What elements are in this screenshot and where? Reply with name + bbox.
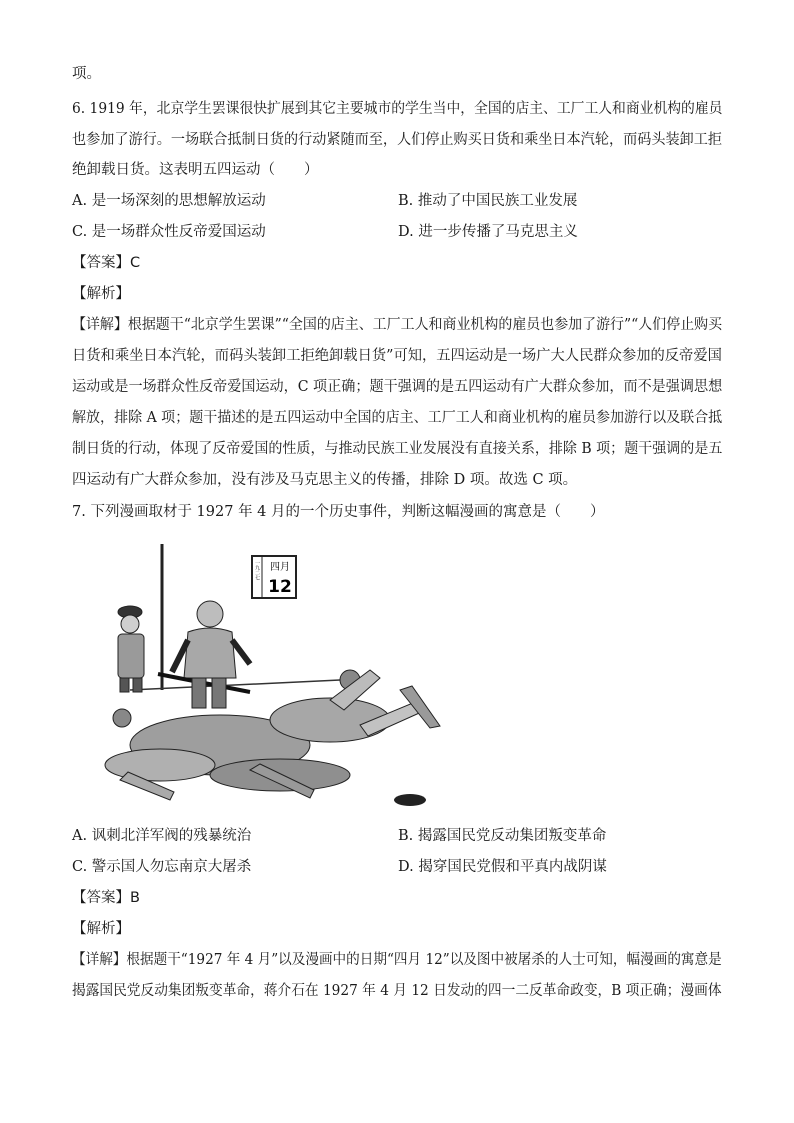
q7-cartoon <box>100 540 448 808</box>
q6-option-b: B. 推动了中国民族工业发展 <box>398 193 578 209</box>
q6-option-c: C. 是一场群众性反帝爱国运动 <box>72 224 266 240</box>
prev-tail: 项。 <box>72 66 101 82</box>
q7-answer: 【答案】B <box>72 890 140 906</box>
q7-option-d: D. 揭穿国民党假和平真内战阴谋 <box>398 859 607 875</box>
q6-detail-line-6: 四运动有广大群众参加，没有涉及马克思主义的传播，排除 D 项。故选 C 项。 <box>72 472 578 488</box>
q6-stem-line-3: 绝卸载日货。这表明五四运动（ ） <box>72 162 319 178</box>
q7-option-c: C. 警示国人勿忘南京大屠杀 <box>72 859 252 875</box>
q6-detail-line-5: 制日货的行动，体现了反帝爱国的性质，与推动民族工业发展没有直接关系，排除 B 项；题干强调的是五 <box>72 441 723 457</box>
q6-detail-line-4: 解放，排除 A 项；题干描述的是五四运动中全国的店主、工厂工人和商业机构的雇员参加游行以及联合抵 <box>72 410 723 426</box>
q6-detail-line-2: 日货和乘坐日本汽轮，而码头装卸工拒绝卸载日货”可知，五四运动是一场广大人民群众参加的反帝爱国 <box>72 348 722 364</box>
q6-stem-line-1: 6. 1919 年，北京学生罢课很快扩展到其它主要城市的学生当中，全国的店主、工厂工人和商业机构的雇员 <box>72 101 723 117</box>
executioner-figure <box>158 601 250 708</box>
q6-detail-line-1: 【详解】根据题干“北京学生罢课”“全国的店主、工厂工人和商业机构的雇员也参加了游行”“人们停止购买 <box>72 317 723 333</box>
calendar-sign <box>252 556 296 598</box>
q6-answer: 【答案】C <box>72 255 141 271</box>
q6-option-a: A. 是一场深刻的思想解放运动 <box>72 193 266 209</box>
q7-option-b: B. 揭露国民党反动集团叛变革命 <box>398 828 607 844</box>
calendar-month: 四月 <box>270 562 290 573</box>
q6-option-d: D. 进一步传播了马克思主义 <box>398 224 578 240</box>
q7-detail-line-2: 揭露国民党反动集团叛变革命，蒋介石在 1927 年 4 月 12 日发动的四一二反革命政变，B 项正确；漫画体 <box>72 983 722 999</box>
calendar-side: 一九二七 <box>254 560 260 580</box>
officer-figure <box>118 606 144 692</box>
q7-detail-line-1: 【详解】根据题干“1927 年 4 月”以及漫画中的日期“四月 12”以及图中被屠杀的人士可知，幅漫画的寓意是 <box>72 952 722 968</box>
q7-option-a: A. 讽刺北洋军阀的残暴统治 <box>72 828 252 844</box>
calendar-day: 12 <box>268 577 292 597</box>
q7-stem: 7. 下列漫画取材于 1927 年 4 月的一个历史事件，判断这幅漫画的寓意是（ ） <box>72 504 605 520</box>
q6-detail-line-3: 运动或是一场群众性反帝爱国运动，C 项正确；题干强调的是五四运动有广大群众参加，而不是强调思想 <box>72 379 723 395</box>
q7-analysis-label: 【解析】 <box>72 921 130 937</box>
q6-analysis-label: 【解析】 <box>72 286 130 302</box>
q6-stem-line-2: 也参加了游行。一场联合抵制日货的行动紧随而至，人们停止购买日货和乘坐日本汽轮，而码头装卸工拒 <box>72 132 722 148</box>
